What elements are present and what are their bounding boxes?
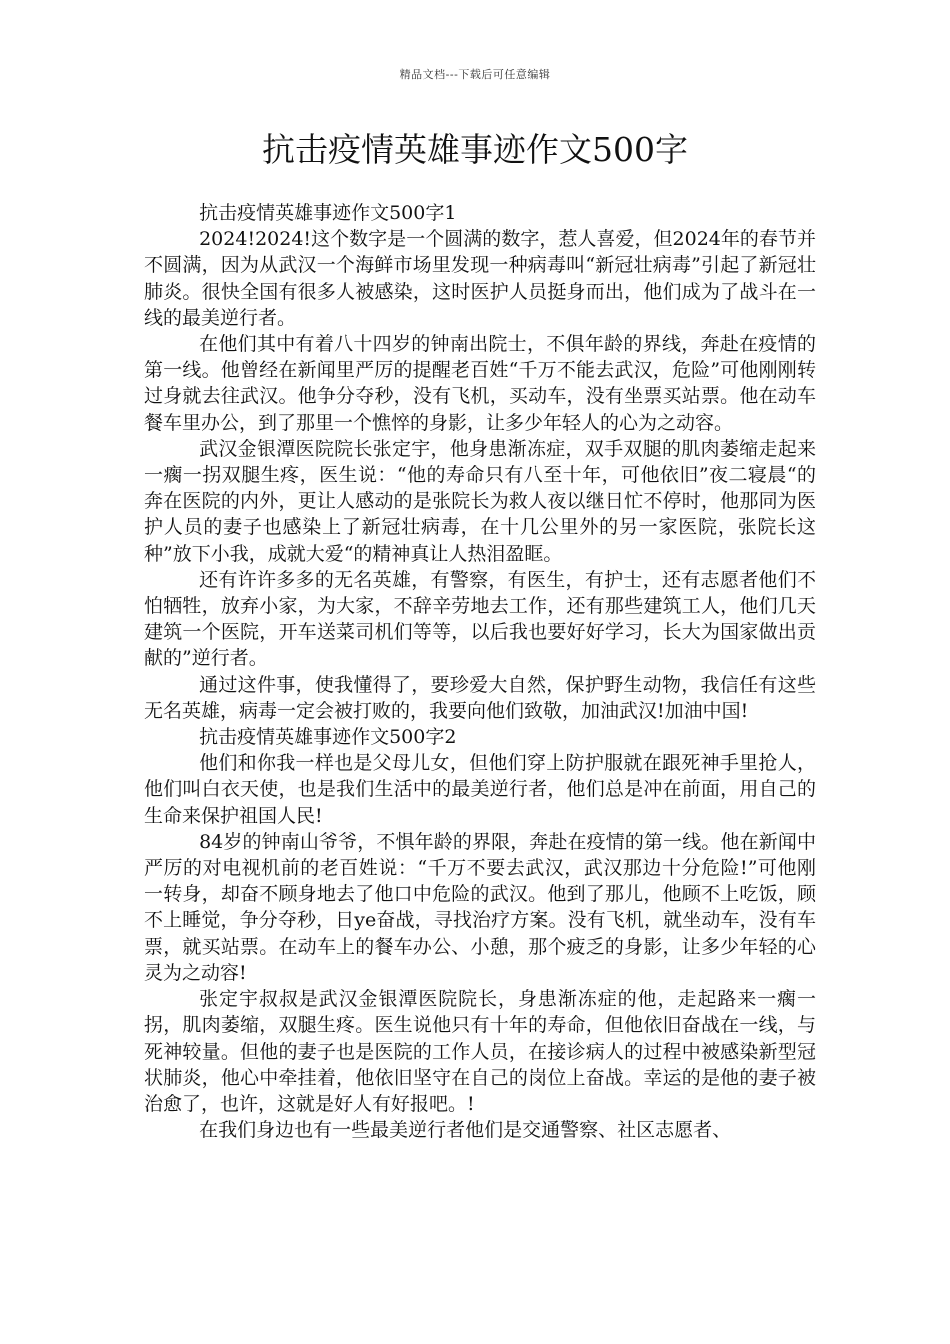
paragraph: 还有许许多多的无名英雄，有警察，有医生，有护士，还有志愿者他们不怕牺牲，放弃小家，为大家，不辞辛劳地去工作，还有那些建筑工人，他们几天建筑一个医院，开车送菜司机们等等，以后我也要好好学习，长大为国家做出贡献的”逆行者。 — [144, 568, 816, 670]
paragraph: 武汉金银潭医院院长张定宇，他身患渐冻症，双手双腿的肌肉萎缩走起来一瘸一拐双腿生疼，医生说：“他的寿命只有八至十年，可他依旧”夜二寝晨“的奔在医院的内外，更让人感动的是张院长为救人夜以继日忙不停时，他那同为医护人员的妻子也感染上了新冠壮病毒，在十几公里外的另一家医院，张院长这种”放下小我，成就大爱“的精神真让人热泪盈眶。 — [144, 437, 816, 565]
essay-subtitle-2: 抗击疫情英雄事迹作文500字2 — [199, 726, 457, 749]
paragraph: 通过这件事，使我懂得了，要珍爱大自然，保护野生动物，我信任有这些无名英雄，病毒一定会被打败的，我要向他们致敬，加油武汉!加油中国! — [144, 673, 816, 722]
paragraph: 在他们其中有着八十四岁的钟南出院士，不俱年龄的界线，奔赴在疫情的第一线。他曾经在新闻里严厉的提醒老百姓“千万不能去武汉，危险”可他刚刚转过身就去往武汉。他争分夺秒，没有飞机，买动车，没有坐票买站票。他在动车餐车里办公，到了那里一个憔悴的身影，让多少年轻人的心为之动容。 — [144, 333, 816, 434]
paragraph: 张定宇叔叔是武汉金银潭医院院长，身患渐冻症的他，走起路来一瘸一拐，肌肉萎缩，双腿生疼。医生说他只有十年的寿命，但他依旧奋战在一线，与死神较量。但他的妻子也是医院的工作人员，在接诊病人的过程中被感染新型冠状肺炎，他心中牵挂着，他依旧坚守在自己的岗位上奋战。幸运的是他的妻子被治愈了，也许，这就是好人有好报吧。! — [144, 988, 816, 1115]
paragraph: 在我们身边也有一些最美逆行者他们是交通警察、社区志愿者、 — [199, 1119, 732, 1142]
paragraph: 84岁的钟南山爷爷，不惧年龄的界限，奔赴在疫情的第一线。他在新闻中严厉的对电视机前的老百姓说：“千万不要去武汉，武汉那边十分危险!”可他刚一转身，却奋不顾身地去了他口中危险的武汉。他到了那儿，他顾不上吃饭，顾不上睡觉，争分夺秒，日ye奋战，寻找治疗方案。没有飞机，就坐动车，没有车票，就买站票。在动车上的餐车办公、小憩，那个疲乏的身影，让多少年轻的心灵为之动容! — [144, 830, 816, 984]
paragraph: 2024!2024!这个数字是一个圆满的数字，惹人喜爱，但2024年的春节并不圆满，因为从武汉一个海鲜市场里发现一种病毒叫“新冠壮病毒”引起了新冠壮肺炎。很快全国有很多人被感染，这时医护人员挺身而出，他们成为了战斗在一线的最美逆行者。 — [144, 228, 816, 329]
document-title: 抗击疫情英雄事迹作文500字 — [262, 130, 688, 169]
paragraph: 他们和你我一样也是父母儿女，但他们穿上防护服就在跟死神手里抢人，他们叫白衣天使，也是我们生活中的最美逆行者，他们总是冲在前面，用自己的生命来保护祖国人民! — [144, 752, 816, 827]
document-body — [144, 200, 816, 1143]
header-note: 精品文档---下载后可任意编辑 — [399, 68, 551, 81]
essay-subtitle-1: 抗击疫情英雄事迹作文500字1 — [199, 202, 457, 224]
